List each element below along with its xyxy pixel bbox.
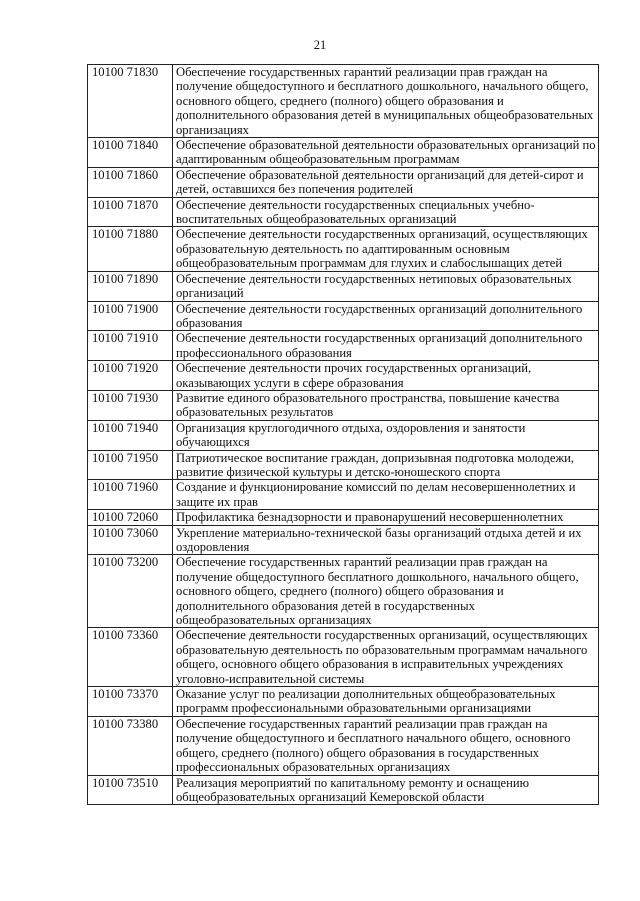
- row-description: Организация круглогодичного отдыха, оздоровления и занятости обучающихся: [173, 420, 599, 450]
- table-row: [88, 525, 599, 555]
- row-description: Патриотическое воспитание граждан, допризывная подготовка молодежи, развитие физической культуры и детско-юношеского спорта: [173, 450, 599, 480]
- table-row: [88, 420, 599, 450]
- row-code: 10100 71910: [88, 331, 173, 361]
- table-row: [88, 716, 599, 775]
- row-description: Обеспечение государственных гарантий реализации прав граждан на получение общедоступного бесплатного дошкольного, начального общего, основного общего, среднего (полного) общего образования и дополнительного образования детей в государственных общеобразовательных организациях: [173, 555, 599, 628]
- row-description: Обеспечение деятельности государственных организаций, осуществляющих образовательную деятельность по адаптированным основным общеобразовательным программам для глухих и слабослышащих детей: [173, 227, 599, 271]
- row-code: 10100 71920: [88, 361, 173, 391]
- row-code: 10100 71940: [88, 420, 173, 450]
- budget-code-table: [87, 64, 599, 805]
- row-description: Оказание услуг по реализации дополнительных общеобразовательных программ профессиональными образовательными организациями: [173, 687, 599, 717]
- row-description: Обеспечение деятельности государственных нетиповых образовательных организаций: [173, 271, 599, 301]
- table-row: [88, 65, 599, 138]
- row-description: Обеспечение деятельности государственных организаций дополнительного образования: [173, 301, 599, 331]
- row-code: 10100 71950: [88, 450, 173, 480]
- table-row: [88, 361, 599, 391]
- row-code: 10100 73370: [88, 687, 173, 717]
- row-code: 10100 73060: [88, 525, 173, 555]
- row-description: Профилактика безнадзорности и правонарушений несовершеннолетних: [173, 510, 599, 525]
- row-code: 10100 71870: [88, 197, 173, 227]
- row-code: 10100 71830: [88, 65, 173, 138]
- table-row: [88, 197, 599, 227]
- table-row: [88, 301, 599, 331]
- row-description: Обеспечение образовательной деятельности организаций для детей-сирот и детей, оставшихся без попечения родителей: [173, 167, 599, 197]
- table-row: [88, 775, 599, 805]
- table-row: [88, 450, 599, 480]
- row-description: Реализация мероприятий по капитальному ремонту и оснащению общеобразовательных организаций Кемеровской области: [173, 775, 599, 805]
- table-row: [88, 628, 599, 687]
- table-row: [88, 687, 599, 717]
- row-code: 10100 71900: [88, 301, 173, 331]
- row-code: 10100 73380: [88, 716, 173, 775]
- row-description: Обеспечение государственных гарантий реализации прав граждан на получение общедоступного и бесплатного дошкольного, начального общего, основного общего, среднего (полного) общего образования и дополнительного образования детей в муниципальных общеобразовательных организациях: [173, 65, 599, 138]
- row-code: 10100 73360: [88, 628, 173, 687]
- row-code: 10100 71890: [88, 271, 173, 301]
- table-row: [88, 390, 599, 420]
- row-code: 10100 72060: [88, 510, 173, 525]
- row-description: Обеспечение деятельности государственных организаций, осуществляющих образовательную деятельность по образовательным программам начального общего, основного общего образования в исправительных учреждениях уголовно-исправительной системы: [173, 628, 599, 687]
- row-description: Развитие единого образовательного пространства, повышение качества образовательных результатов: [173, 390, 599, 420]
- row-code: 10100 71860: [88, 167, 173, 197]
- table-row: [88, 271, 599, 301]
- table-row: [88, 167, 599, 197]
- row-description: Укрепление материально-технической базы организаций отдыха детей и их оздоровления: [173, 525, 599, 555]
- row-description: Обеспечение государственных гарантий реализации прав граждан на получение общедоступного и бесплатного начального общего, основного общего, среднего (полного) общего образования в государственных профессиональных образовательных организациях: [173, 716, 599, 775]
- table-row: [88, 510, 599, 525]
- row-code: 10100 71960: [88, 480, 173, 510]
- row-description: Обеспечение деятельности прочих государственных организаций, оказывающих услуги в сфере образования: [173, 361, 599, 391]
- table-row: [88, 227, 599, 271]
- table-row: [88, 480, 599, 510]
- table-row: [88, 555, 599, 628]
- page-number: 21: [313, 38, 327, 52]
- row-code: 10100 71840: [88, 138, 173, 168]
- row-code: 10100 71930: [88, 390, 173, 420]
- row-code: 10100 73200: [88, 555, 173, 628]
- row-description: Обеспечение деятельности государственных организаций дополнительного профессионального образования: [173, 331, 599, 361]
- row-description: Обеспечение образовательной деятельности образовательных организаций по адаптированным общеобразовательным программам: [173, 138, 599, 168]
- table-row: [88, 138, 599, 168]
- row-code: 10100 73510: [88, 775, 173, 805]
- row-description: Обеспечение деятельности государственных специальных учебно-воспитательных общеобразовательных организаций: [173, 197, 599, 227]
- row-description: Создание и функционирование комиссий по делам несовершеннолетних и защите их прав: [173, 480, 599, 510]
- table-row: [88, 331, 599, 361]
- table-body: [88, 65, 599, 805]
- row-code: 10100 71880: [88, 227, 173, 271]
